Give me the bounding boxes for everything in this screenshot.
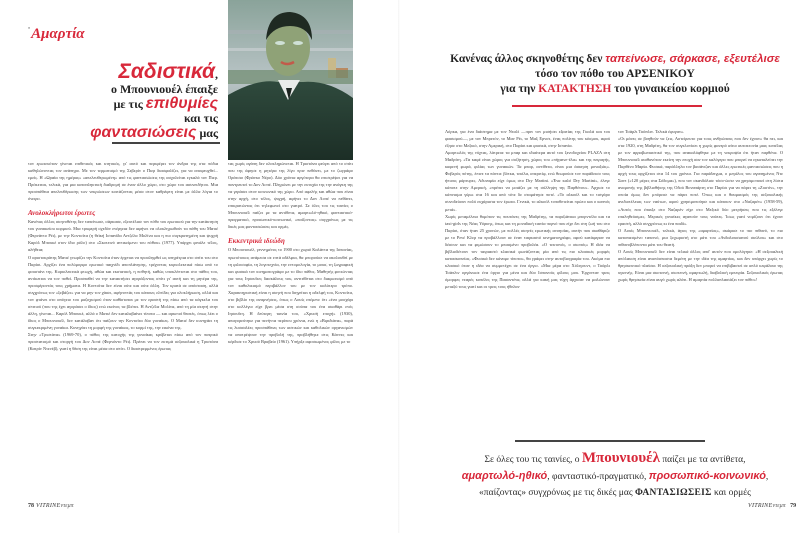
pullquote-text: Σε όλες του τις ταινίες, ο (484, 455, 582, 465)
right-headline (430, 52, 800, 97)
page-number: 78 (28, 503, 34, 509)
headline-line: τόσο τον πόθο του ΑΡΣΕΝΙΚΟΥ (535, 68, 695, 80)
headline-line: μας (196, 126, 218, 141)
pullquote-text: «παίζοντας» συγχρόνως με τις δικές μας (479, 488, 635, 498)
folio-left (28, 503, 74, 509)
bullet-icon: • (28, 26, 31, 32)
body-paragraph: Χωρίς μεταμέλεια θυμόταν τις πουτάνες της Μαδρίτης, τα παριζιάνικα μπορντέλα και τα taxi-girls της Νέας Υόρκης, όπως και τη μοναδική ταινία πορνό που είχε δει στη ζωή του στο Παρίσι, όταν ήταν 25 χρονών, με πολλές σκηνές ερωτικής ανοησίας, αυτήν που σκαθάριζε με το Ρενέ Κλερ να προβάλλουν σε έναν ταιριαστό κινηματογράφο, αφού κατάφεραν να δέσουν και να φιμώσουν το μπασμένο προβολέα. «Ο τεκτονός, ο σκοπός» Η ιδέα να βιβλιοδέτουν τον ταιριαστό κλασικά φωνάζοντας μία από τις πιο κλασικές μορφές κατασκοπείας. «Φυσικά δεν κάναμε τίποτα», θα γράφει στην αυτοβιογραφία του. Ακόμα πιο κλασικό όταν η ιδέα να συμμετέχει σε ένα όργιο. «Μια μέρα στο Χόλιγουντ, ο Τσάρλι Τσάπλιν οργάνωσε ένα όργιο για μένα και δύο Ισπανούς φίλους μου. Έρχονταν τρεις όμορφες νεαρές κοπέλες της Πασαντένα, αλλά για κακή μας τύχη άρχισαν να μαλώνουν μεταξύ τους γιατί και οι τρεις τους ήθελαν (445, 213, 610, 290)
pullquote-red-phrase: προσωπικό-κοινωνικό (648, 470, 766, 482)
headline-line: του γυναικείου κορμιού (611, 83, 730, 95)
section-tag (28, 26, 85, 43)
body-paragraph: «Οι μάνες σε βοηθούν να ζεις. Αστείρευτο για τους ανθρώπους που δεν έχουν» θα πει, και στα 1920, στη Μαδρίτη, θα τον συγκλονίσει η χωρίς φανερό αίτιο αυτοκτονία μιας κοπέλας με τον αρραβωνιαστικό της, που ανακαλύφθηκε με τη νεκροψία ότι ήταν παρθένα. Ο Μπουνιουέλ αισθανόταν εκείνη την εποχή σαν τον καλόγερο που μπορεί να εγκαταλείπει την Παρθένο Μαρία. Φυσικά, παράλληλα τον βασάνιζαν και άλλες ερωτικές φαντασιώσεις που η αρχή τους αρχίζεται στα 14 του χρόνια. Για παράδειγμα, ο μεγάλος του αγαπημένος Ντε Σαντ («120 μέρες στα Σόδομα»), που τον σκανδάλισε τόσο-ώστε να χρησιμοποιεί στη λίστα αναμονής της βιβλιοθήκης της Οδού Βοναπάρτη στο Παρίσι για να πάρει τη «Ζυστίν», την οποία όμως δεν μπόρεσε να πάρει ποτέ. Όπως και ο θαυμασμός της σεξουαλικής ανιδιοτέλειας των ναύτων, αφού χρησιμοποίησε και κάποιον στο «Ναζαρέν» (1958-59), «Αυτός που έπαιξε στο Ναζαρέν είχε στο Μεξικό δύο μετρήσεις που τις εξέλεγε επαληθεύσιμες. Μερικές γυναίκες αγαπούν τους ναύτες. Ίσως γιατί νομίζουν ότι έχουν εραστή, αλλά συγχρόνως κι ένα παιδί». (618, 136, 783, 226)
pullquote-text: παίζει με τα αντίθετα, (659, 455, 746, 465)
section-tag-label: Αμαρτία (31, 26, 85, 42)
body-paragraph: Ο Μπουνιουέλ, γεννημένος το 1900 στο χωριό Καλάντα της Ισπανίας, πρωτότοκος ανάμεσα σε επτά αδέλφια, θα μπορούσε να ακολουθεί με τη φιλοσοφία, τη λογοτεχνία, την εντομολογία, το μουσ, τη ζωγραφική και φυσικά τον κινηματογράφο με το ίδιο πάθος. Μαθητής φοιτώντας για τους Ιησουΐτες δασκάλους του, αντιτίθεται στο διαφωτισμό από τον καθολικισμό περιβάλλον του με τον καλύτερο τρόπο. Χαρακτηριστική είναι η σκηνή που διηγείται η αδελφή του, Κοντσίτα, στο βιβλίο της αναμνήσεις, όπως ο Λουίς επέμενε ότι «ένα μοσχάρι στο κολλέγιο είχε βρει μέσα στη σούπα του ένα σκαθάρι ενός Ιησουΐτη. Η δεύτερη ταινία του, «Χρυσή εποχή» (1930), απαγορεύτηκε για πενήντα περίπου χρόνια, ενώ η «Βιριδιάνα», παρά τις λυσσαλέες προσπάθειες των αστικών και καθολικών οργανισμών να αποτρέψουν την προβολή της, προβλήθηκε στις Κάννες και κέρδισε το Χρυσό Βραβείο (1961). Υπήρξε αφοσιωμένος φίλος με το (228, 247, 353, 345)
portrait-image-icon (228, 0, 353, 160)
pullquote-rule (515, 440, 705, 442)
body-paragraph: Κανένας άλλος σκηνοθέτης δεν ταπείνωσε, σάρκασε, εξευτέλισε τον πόθο του ερωτικού για την κατάκτηση του γυναικείου κορμιού. Μια τρυφερή σχεδόν ενέργεια δεν αφήνει να ολοκληρωθούν τα πάθη του Ματιέ (Φερνάντο Ρέι), με την Κοντσίτα (η θεϊκή Ισπανίδα Αντζέλα Μολίνα και η πιο συγκρατημένη και ψυχρή Καρόλ Μπουκέ στον ίδιο ρόλο) στο «Σκοτεινό αντικείμενο του πόθου» (1977). Υπάρχει φινάλε τέλος, αλήθεια; (28, 219, 218, 253)
body-paragraph: Ο Λουίς Μπουνιουέλ δεν είναι τελικά άλλος από' αυτόν που ομολόγησε: «Η σεξουαλική απόλαυση είναι αναπόσπαστα δεμένη με την ιδέα της αμαρτίας, και δεν υπάρχει χωρίς το θρησκευτικό πλαίσιο. Η σεξουαλική πράξη δεν μπορεί να επιβιβαστεί σε απλό κεφάλαιο της υγιεινής. Είναι μια σκοτεινή, σκοτεινή, αμαρτωλή, διαβολική εμπειρία. Σεξουαλικός έρωτας χωρίς θρησκεία είναι αυγό χωρίς αλάτι. Η αμαρτία πολλαπλασιάζει τον πόθο»! (618, 248, 783, 282)
left-headline (90, 60, 218, 142)
headline-words-red: ταπείνωσε, σάρκασε, εξευτέλισε (605, 53, 780, 65)
pullquote-name: Μπουνιουέλ (581, 450, 660, 466)
magazine-brand: VITRINE (36, 503, 61, 509)
right-column-1 (445, 128, 610, 290)
headline-rule-red (512, 105, 702, 107)
pullquote-caps: ΦΑΝΤΑΣΙΩΣΕΙΣ (634, 488, 712, 498)
headline-line: για την (500, 83, 539, 95)
body-paragraph: Ο Λουίς Μπουνιουέλ, τελικά, άγιος της «αμαρτίας», σκάφισε το πιο πιθανό, το πιο καταπιεσμένο ταπεινό, μια ξεχωριστή στο μάτι του «Ανδαλουσιανού σκύλου» και στο πιθανοβλέποντα μάτι του θεατή. (618, 227, 783, 247)
body-paragraph: τον Τσάρλι Τσάπλιν. Τελικά έφυγαν». (618, 129, 685, 134)
magazine-brand: VITRINE (748, 503, 773, 509)
headline-line: ο Μπουνιουέλ έπαιξε (110, 82, 218, 97)
body-paragraph: Στην «Τριστάνα» (1969-70), ο πόθος της κατοχής της γυναίκας κρύβεται πίσω από τον πατρικό προστατισμό και στοργή του Δον Λοπέ (Φερνάντο Ρέι). Πρέπει να τον εκτιμά σεξουαλικά η Τριστάνα (Κατρίν Ντενέβ), γιατί η θέση της είναι μέσα στο σπίτι. Ο διαστρεμμένος έρωτας (28, 332, 218, 352)
right-column-2 (618, 128, 783, 283)
headline-comma: , (215, 67, 218, 81)
headline-line: με τις (113, 96, 146, 111)
page-number: 79 (790, 503, 797, 509)
headline-rule (112, 142, 220, 144)
brand-mark: ντεμπ (60, 503, 74, 509)
subhead: Εκκεντρικά ιδεώδη (228, 237, 285, 246)
headline-line: και τις (183, 111, 218, 126)
body-paragraph: τας χωρίς αγάπη δεν ολοκληρώνεται. Η Τριστάνα φεύγει από το σπίτι που της άφησε η μητέρα της λίγο πριν πεθάνει, με το ζωγράφο Οράτσιο (Φράνκο Νέρο). Δύο χρόνια αργότερα θα επιστρέψει για να παντρευτεί το Δον Λοπέ. Πληρώνει με την ευτυχία της την ανάγκη της να γεράσει στον κοινωνικό της χώρο. Από αφελής και αθώα που είναι στην αρχή, στο τέλος, ψυχρή, αφήνει το Δον Λοπέ να πεθάνει, επικρατώντας ότι τηλεφωνεί στο γιατρό. Σε όλες του τις ταινίες ο Μπουνιουέλ παίζει με τα αντίθετα, αμαρτωλό-ηθικό, φανταστικό-πραγματικό, προσωπικό-κοινωνικό, «παίζοντας» συγχρόνως με τις δικές μας φαντασιώσεις και ορμές. (228, 161, 353, 230)
folio-right (748, 503, 798, 509)
headline-line: Κανένας άλλος σκηνοθέτης δεν (450, 53, 606, 65)
headline-word-red: φαντασιώσεις (90, 124, 197, 142)
brand-mark: ντεμπ (772, 503, 786, 509)
body-paragraph: Αμαρτωλός της νύχτας, λάτρευε τα μπαρ και ιδιαίτερα αυτό του ξενοδοχείου PLAZA στη Μαδρίτη. «Τα καφέ είναι χώρος για συζήτηση, χώρος του «πήγαινε-έλα» και της πειραγής, καφενή φωρά, φιλίας των γυναικών. Τα μπαρ, αντίθετα, είναι μια άσκηση μοναξιάς». Φοβερός πότης, έπινε τα πάντα: βότκα, τεκίλα, απεριτίφ, ενώ θεωρούσε τον παράδεισο τους ήπιους μάρτυρες. Αδυναμία είχε όμως στο Dry Martini. «Ένα καλό Dry Martini», έλεγε κάποτε στην Αμερική, «πρέπει να μοιάζει με τη σύλληψη της Παρθένου». Άρχισε το κάπνισμα γύρω στα 16 και από τότε δε σταμάτησε ποτέ. «Το αλκοόλ και το τσιγάρο συνοδεύουν πολύ ευχάριστα τον έρωτα. Γενικά, το αλκοόλ τοποθετείται πρώτο και ο καπνός μετά». (445, 150, 610, 212)
subhead: Ανολοκλήρωτοι έρωτες (28, 209, 96, 218)
left-column-2 (228, 160, 353, 345)
body-paragraph: τον ερωτευόταν γίνεται επιθετικός και κτητικός, γι' αυτό και περιφέρει τον άνδρα της στα πόδια καθηλώνοντας τον ανάπηρο. Με τον τερματισμό της Σεβερίν ο Πιερ διασφαλίζει, για να αποφευχθεί... εμείς. Η «Ωραία της ημέρας» «απελευθερωμένη» από τις φαντασιώσεις της ασχολείται εγκαλά τον Πιερ. Πρόκειται, τελικά, για μια καταπληκτική διαδρομή σε έναν άλλο χώρο, στο χώρο του ασυνειδήτου. Μια προσπάθεια απελευθέρωσης των νεκρώσεων κοιτάζοντας μέσα στον καθρέφτη είναι με άλλα λόγια το όνειρο. (28, 161, 218, 202)
body-paragraph: Ο αριστοκράτης Ματιέ γνωρίζει την Κοντσίτα όταν έρχεται να προσληφθεί ως υπηρέτρια στο σπίτι του στο Παρίσι. Αρχίζει ένα πολύμορφο ερωτικό παιχνίδι αποπλάνησης, τρέχοντας κυριολεκτικά πίσω από το φουστάνι της. Κυριολεκτικά φτωχή, αθώα και εκστατική, η ποθητή, καθώς υποκλέπτεται στο πάθος του, αντίκειται να τον ποθεί. Προσπαθεί να την κατακτήσει αγοράζοντας σπίτι γι' αυτή και τη μητέρα της, προσφέροντάς τους χρήματα. Η Κοντσίτα δεν είναι ούτε και ούτε άλλη. Τον κρατά σε απόσταση, αλλά συγχρόνως τον «ξεβάζει» για να μην τον χάσει, αφήνοντάς του κάποιες ελπίδες για ολοκλήρωση, αλλά και τον φτάνει στο απόγειο του μαζοχισμού όταν καθίσταται με τον εραστή της πίσω από τα κάγκελα του σπιτιού (που της έχει αγοράσει ο ίδιος) ενώ εκείνος τα βλέπει. Η Αντζέλα Μολίνα, από τη μία σκηνή στην άλλη, γίνεται... Καρόλ Μπουκέ, αλλά ο Ματιέ δεν καταλαβαίνει τίποτα — και αρκετοί θεατές, όπως λέει ο ίδιος ο Μπουνιουέλ, δεν κατάλαβαν ότι παίζουν την Κοντσίτα δύο γυναίκες. Ο Ματιέ δεν κυνηγάει τη συγκεκριμένη γυναίκα. Κυνηγάει τη μορφή της γυναίκας, το κορμί της, την εικόνα της. (28, 254, 218, 330)
portrait-painting (228, 0, 353, 160)
body-paragraph: Λόρκα, για ένα διάστημα με τον Νταλί —πριν τον μισήσει εξαιτίας της Γκαλά και του φασισμού—, με τον Μπρετόν, το Μαν Ρέι, το Μαξ Ερνστ, ένας πολίτης του κόσμου, αφού έζησε στο Μεξικό, στην Αμερική, στο Παρίσι και φυσικά, στην Ισπανία. (445, 129, 610, 149)
pull-quote (430, 450, 800, 501)
pullquote-text: , (765, 472, 769, 482)
headline-word-red: Σαδιστικά (118, 60, 215, 83)
headline-word-red: ΚΑΤΑΚΤΗΣΗ (538, 83, 612, 95)
pullquote-text: , φανταστικό-πραγματικό, (547, 472, 649, 482)
pullquote-red-phrase: αμαρτωλό-ηθικό (461, 470, 548, 482)
left-column-1 (28, 160, 218, 352)
headline-word-red: επιθυμίες (145, 94, 218, 112)
pullquote-text: και ορμές (711, 488, 751, 498)
